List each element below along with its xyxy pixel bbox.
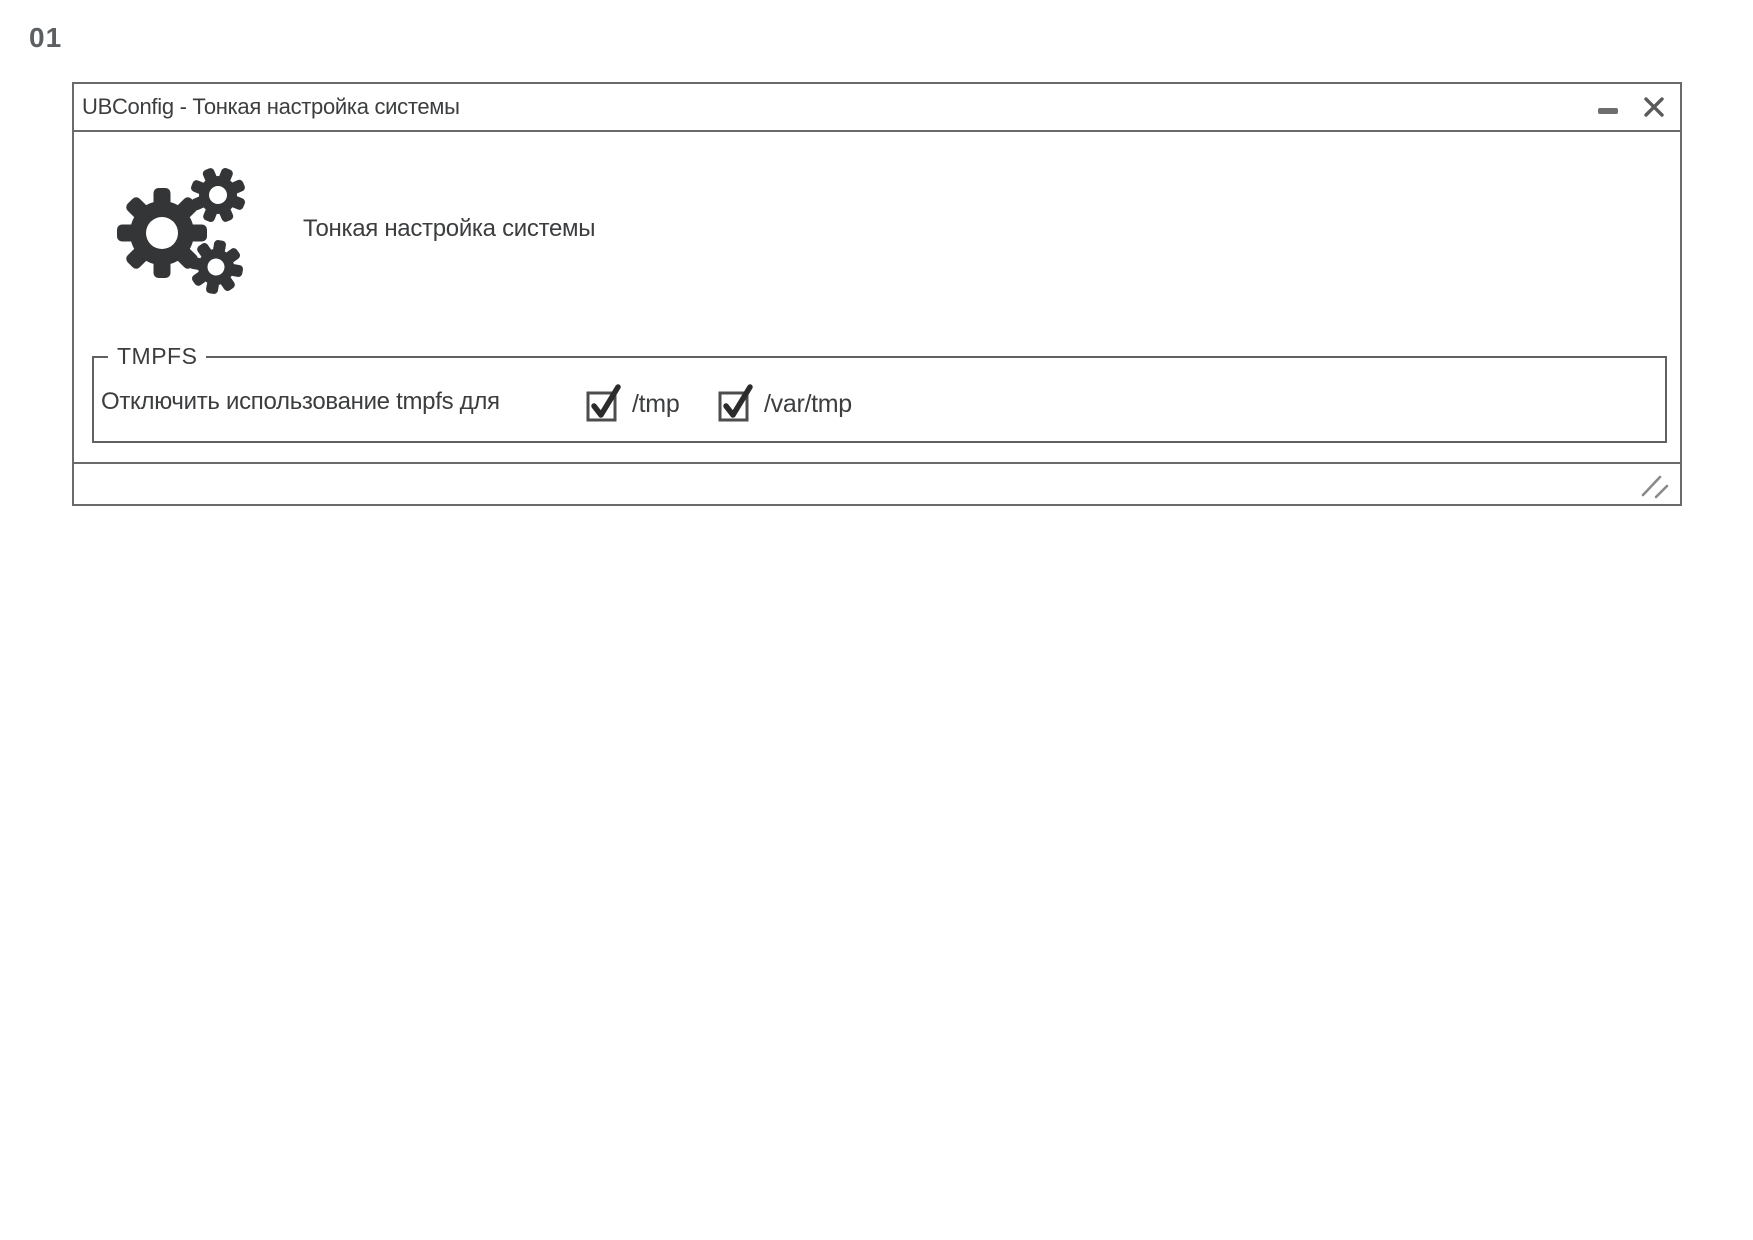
page-number-label: 01 [29, 22, 63, 53]
checkbox-checked-icon [718, 382, 754, 422]
tmpfs-groupbox-legend: TMPFS [108, 343, 206, 369]
ubconfig-window [72, 82, 1682, 506]
tmp-checkbox-label: /tmp [632, 390, 680, 418]
status-bar [74, 462, 1680, 504]
window-titlebar[interactable] [74, 84, 1680, 132]
var-tmp-checkbox[interactable] [718, 382, 852, 422]
minimize-button[interactable] [1596, 92, 1620, 122]
page-title: Тонкая настройка системы [303, 215, 596, 242]
window-content [74, 132, 1680, 462]
minimize-icon [1598, 108, 1618, 114]
resize-grip-icon[interactable] [1640, 474, 1670, 500]
tmpfs-groupbox [92, 343, 1667, 443]
checkbox-checked-icon [586, 382, 622, 422]
window-title: UBConfig - Тонкая настройка системы [82, 94, 460, 119]
window-controls [1596, 84, 1666, 130]
tmp-checkbox[interactable] [586, 382, 679, 422]
close-icon [1642, 95, 1666, 119]
tmpfs-row-label: Отключить использование tmpfs для [101, 388, 500, 415]
close-button[interactable] [1642, 92, 1666, 122]
gears-icon [115, 160, 245, 300]
var-tmp-checkbox-label: /var/tmp [764, 390, 852, 418]
